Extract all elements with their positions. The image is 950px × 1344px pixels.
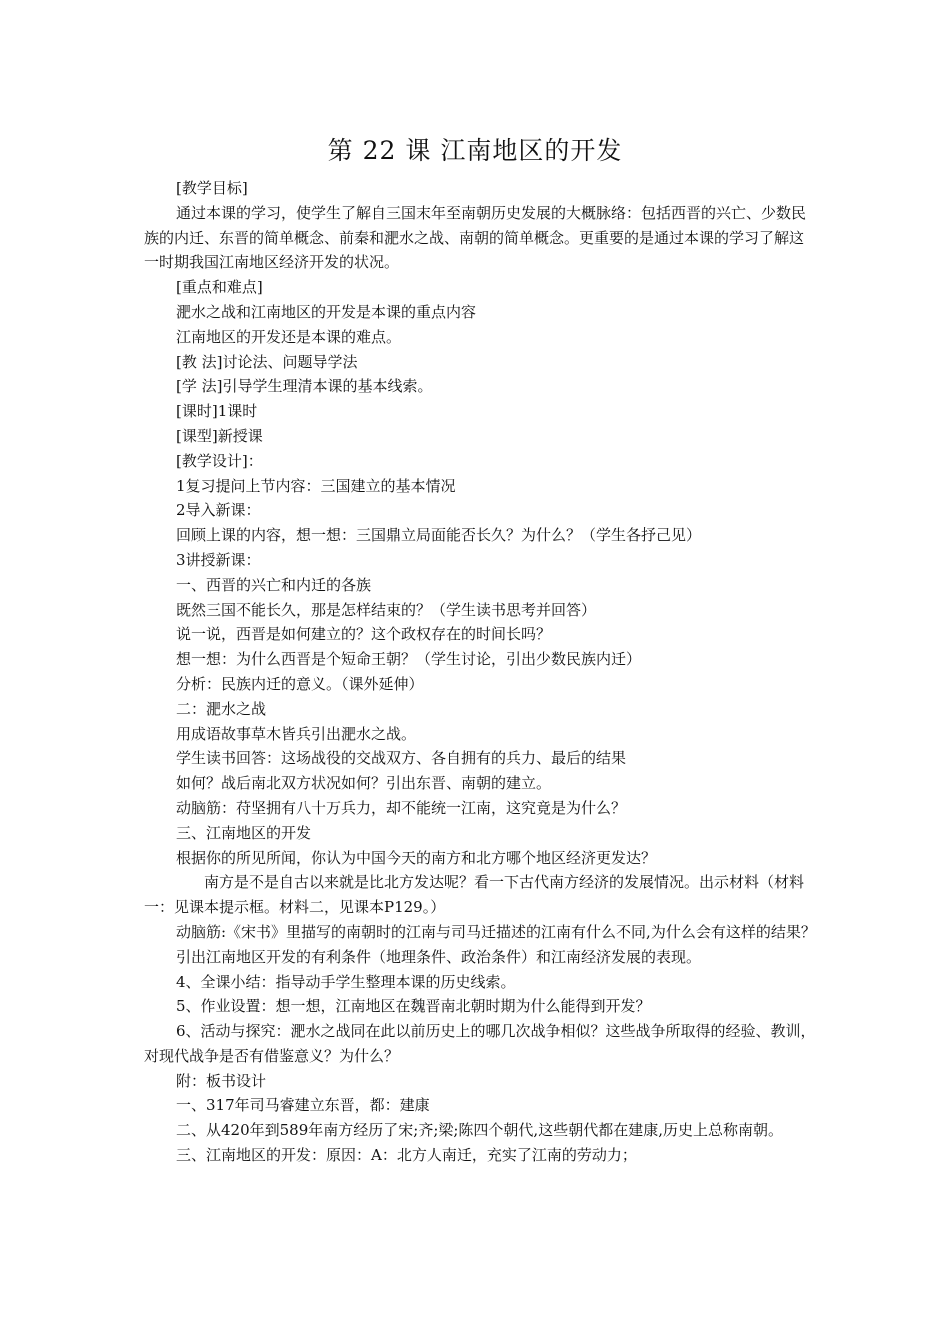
paragraph: 二：淝水之战 bbox=[176, 699, 267, 718]
paragraph: 6、活动与探究：淝水之战同在此以前历史上的哪几次战争相似？这些战争所取得的经验、教训，对现代战争是否有借鉴意义？为什么？ bbox=[144, 1022, 816, 1065]
paragraph: 三、江南地区的开发 bbox=[176, 823, 312, 842]
paragraph: 引出江南地区开发的有利条件（地理条件、政治条件）和江南经济发展的表现。 bbox=[176, 947, 702, 966]
document-title: 第 22 课 江南地区的开发 bbox=[327, 136, 623, 165]
paragraph: 动脑筋：苻坚拥有八十万兵力，却不能统一江南，这究竟是为什么？ bbox=[176, 798, 627, 817]
paragraph: 2导入新课： bbox=[176, 501, 261, 520]
paragraph: 一、317年司马睿建立东晋，都：建康 bbox=[176, 1096, 430, 1115]
paragraph: 一、西晋的兴亡和内迁的各族 bbox=[176, 575, 372, 594]
paragraph: 通过本课的学习，使学生了解自三国末年至南朝历史发展的大概脉络：包括西晋的兴亡、少数民族的内迁、东晋的简单概念、前秦和淝水之战、南朝的简单概念。更重要的是通过本课的学习了解这一时期我国江南地区经济开发的状况。 bbox=[144, 203, 807, 272]
paragraph: 1复习提问上节内容：三国建立的基本情况 bbox=[176, 476, 456, 495]
paragraph: [课型]新授课 bbox=[176, 426, 263, 445]
paragraph: 二、从420年到589年南方经历了宋;齐;梁;陈四个朝代,这些朝代都在建康,历史上总称南朝。 bbox=[176, 1121, 783, 1140]
paragraph: 南方是不是自古以来就是比北方发达呢？看一下古代南方经济的发展情况。出示材料（材料一：见课本提示框。材料二，见课本P129。） bbox=[144, 873, 805, 917]
paragraph: [教 法]讨论法、问题导学法 bbox=[176, 352, 358, 371]
paragraph: 既然三国不能长久，那是怎样结束的？（学生读书思考并回答） bbox=[176, 600, 597, 619]
paragraph: 如何？战后南北双方状况如何？引出东晋、南朝的建立。 bbox=[176, 774, 552, 793]
paragraph: [重点和难点] bbox=[176, 278, 263, 297]
paragraph: 5、作业设置：想一想，江南地区在魏晋南北朝时期为什么能得到开发？ bbox=[176, 997, 651, 1016]
paragraph: [课时]1课时 bbox=[176, 402, 258, 421]
paragraph: 根据你的所见所闻，你认为中国今天的南方和北方哪个地区经济更发达？ bbox=[176, 848, 657, 867]
document-body bbox=[144, 176, 816, 1168]
paragraph: 学生读书回答：这场战役的交战双方、各自拥有的兵力、最后的结果 bbox=[176, 749, 627, 768]
paragraph: [教学设计]： bbox=[176, 451, 263, 470]
paragraph: [教学目标] bbox=[176, 179, 248, 197]
paragraph: 江南地区的开发还是本课的难点。 bbox=[176, 327, 402, 346]
paragraph: 4、全课小结：指导动手学生整理本课的历史线索。 bbox=[176, 972, 516, 991]
paragraph: 用成语故事草木皆兵引出淝水之战。 bbox=[176, 724, 417, 743]
paragraph: 想一想：为什么西晋是个短命王朝？（学生讨论，引出少数民族内迁） bbox=[176, 650, 642, 669]
paragraph: 说一说，西晋是如何建立的？这个政权存在的时间长吗？ bbox=[176, 625, 552, 644]
paragraph: 分析：民族内迁的意义。（课外延伸） bbox=[176, 674, 424, 693]
paragraph: 回顾上课的内容，想一想：三国鼎立局面能否长久？为什么？（学生各抒己见） bbox=[176, 526, 702, 545]
paragraph: 淝水之战和江南地区的开发是本课的重点内容 bbox=[176, 302, 477, 321]
paragraph: 3讲授新课： bbox=[176, 550, 261, 569]
paragraph: [学 法]引导学生理清本课的基本线索。 bbox=[176, 377, 433, 396]
paragraph: 三、江南地区的开发：原因：A：北方人南迁，充实了江南的劳动力； bbox=[176, 1146, 637, 1165]
paragraph: 动脑筋:《宋书》里描写的南朝时的江南与司马迁描述的江南有什么不同,为什么会有这样的结果？ bbox=[176, 922, 816, 941]
paragraph: 附：板书设计 bbox=[176, 1071, 267, 1090]
